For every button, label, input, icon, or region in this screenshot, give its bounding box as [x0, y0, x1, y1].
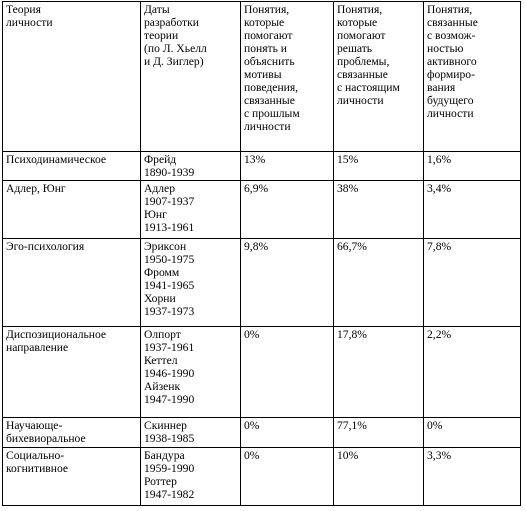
past-cell: 0%	[241, 418, 334, 448]
table-row	[3, 448, 521, 506]
theory-cell: Социально- когнитивное	[3, 448, 141, 506]
future-cell: 3,3%	[424, 448, 521, 506]
header-row	[3, 2, 521, 152]
present-cell: 15%	[334, 152, 424, 181]
past-cell: 9,8%	[241, 239, 334, 327]
present-cell: 77,1%	[334, 418, 424, 448]
present-cell: 17,8%	[334, 327, 424, 418]
theory-cell: Психодинамическое	[3, 152, 141, 181]
past-cell: 0%	[241, 327, 334, 418]
past-cell: 0%	[241, 448, 334, 506]
table-row	[3, 152, 521, 181]
theory-cell: Диспозициональное направление	[3, 327, 141, 418]
past-cell: 13%	[241, 152, 334, 181]
dates-cell: Бандура 1959-1990 Роттер 1947-1982	[141, 448, 241, 506]
table-row	[3, 418, 521, 448]
future-cell: 3,4%	[424, 181, 521, 239]
present-cell: 66,7%	[334, 239, 424, 327]
future-cell: 1,6%	[424, 152, 521, 181]
dates-cell: Фрейд 1890-1939	[141, 152, 241, 181]
theory-cell: Эго-психология	[3, 239, 141, 327]
theory-cell: Адлер, Юнг	[3, 181, 141, 239]
header-future: Понятия, связанные с возмож- ностью активного формиро- вания будущего личности	[424, 2, 521, 152]
header-theory: Теория личности	[3, 2, 141, 152]
future-cell: 0%	[424, 418, 521, 448]
dates-cell: Эриксон 1950-1975 Фромм 1941-1965 Хорни 1937-1973	[141, 239, 241, 327]
future-cell: 7,8%	[424, 239, 521, 327]
table-row	[3, 327, 521, 418]
future-cell: 2,2%	[424, 327, 521, 418]
personality-theories-table	[2, 1, 521, 506]
table-row	[3, 239, 521, 327]
header-dates: Даты разработки теории (по Л. Хьелл и Д. Зиглер)	[141, 2, 241, 152]
header-past: Понятия, которые помогают понять и объяснить мотивы поведения, связанные с прошлым личности	[241, 2, 334, 152]
dates-cell: Олпорт 1937-1961 Кеттел 1946-1990 Айзенк 1947-1990	[141, 327, 241, 418]
present-cell: 10%	[334, 448, 424, 506]
theory-cell: Научающе- бихевиоральное	[3, 418, 141, 448]
past-cell: 6,9%	[241, 181, 334, 239]
present-cell: 38%	[334, 181, 424, 239]
dates-cell: Адлер 1907-1937 Юнг 1913-1961	[141, 181, 241, 239]
header-present: Понятия, которые помогают решать проблемы, связанные с настоящим личности	[334, 2, 424, 152]
dates-cell: Скиннер 1938-1985	[141, 418, 241, 448]
table-row	[3, 181, 521, 239]
